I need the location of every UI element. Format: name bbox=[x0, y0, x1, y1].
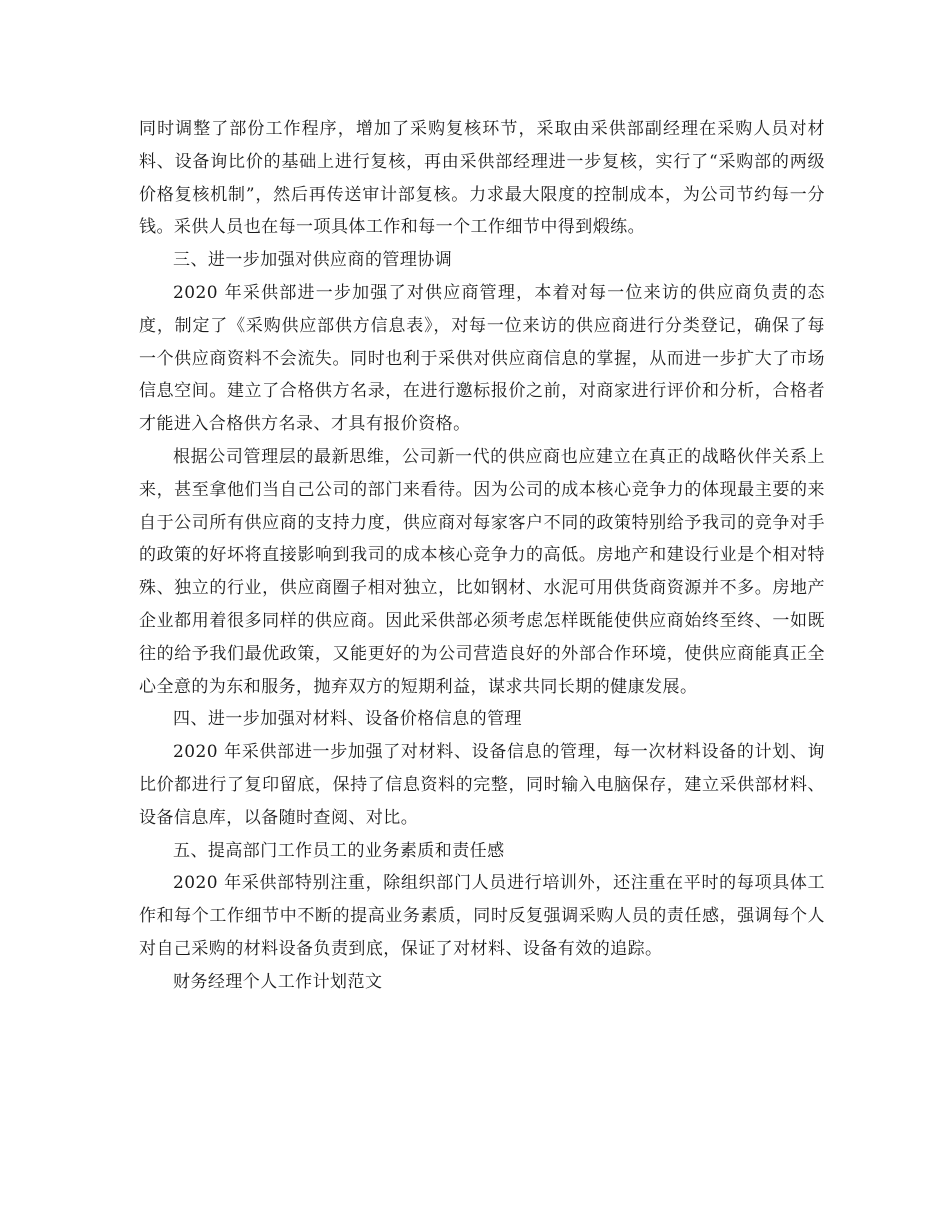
paragraph: 根据公司管理层的最新思维，公司新一代的供应商也应建立在真正的战略伙伴关系上来，甚至拿他们当自己公司的部门来看待。因为公司的成本核心竞争力的体现最主要的来自于公司所有供应商的支持力度，供应商对每家客户不同的政策特别给予我司的竞争对手的政策的好坏将直接影响到我司的成本核心竞争力的高低。房地产和建设行业是个相对特殊、独立的行业，供应商圈子相对独立，比如钢材、水泥可用供货商资源并不多。房地产企业都用着很多同样的供应商。因此采供部必须考虑怎样既能使供应商始终至终、一如既往的给予我们最优政策，又能更好的为公司营造良好的外部合作环境，使供应商能真正全心全意的为东和服务，抛弃双方的短期利益，谋求共同长期的健康发展。 bbox=[139, 446, 825, 697]
paragraph: 2020 年采供部进一步加强了对供应商管理，本着对每一位来访的供应商负责的态度，制定了《采购供应部供方信息表》，对每一位来访的供应商进行分类登记，确保了每一个供应商资料不会流失。同时也利于采供对供应商信息的掌握，从而进一步扩大了市场信息空间。建立了合格供方名录，在进行邀标报价之前，对商家进行评价和分析，合格者才能进入合格供方名录、才具有报价资格。 bbox=[139, 282, 825, 435]
paragraph: 2020 年采供部进一步加强了对材料、设备信息的管理，每一次材料设备的计划、询比价都进行了复印留底，保持了信息资料的完整，同时输入电脑保存，建立采供部材料、设备信息库，以备随时查阅、对比。 bbox=[139, 742, 825, 828]
document-body bbox=[139, 113, 825, 999]
section-heading: 财务经理个人工作计划范文 bbox=[173, 971, 383, 992]
section-heading: 三、进一步加强对供应商的管理协调 bbox=[173, 250, 453, 271]
paragraph: 2020 年采供部特别注重，除组织部门人员进行培训外，还注重在平时的每项具体工作和每个工作细节中不断的提高业务素质，同时反复强调采购人员的责任感，强调每个人对自己采购的材料设备负责到底，保证了对材料、设备有效的追踪。 bbox=[139, 873, 825, 959]
section-heading: 五、提高部门工作员工的业务素质和责任感 bbox=[173, 840, 505, 861]
section-heading: 四、进一步加强对材料、设备价格信息的管理 bbox=[173, 709, 522, 730]
paragraph-continuation: 同时调整了部份工作程序，增加了采购复核环节，采取由采供部副经理在采购人员对材料、设备询比价的基础上进行复核，再由采供部经理进一步复核，实行了“采购部的两级价格复核机制”，然后再传送审计部复核。力求最大限度的控制成本，为公司节约每一分钱。采供人员也在每一项具体工作和每一个工作细节中得到煅练。 bbox=[139, 119, 825, 238]
